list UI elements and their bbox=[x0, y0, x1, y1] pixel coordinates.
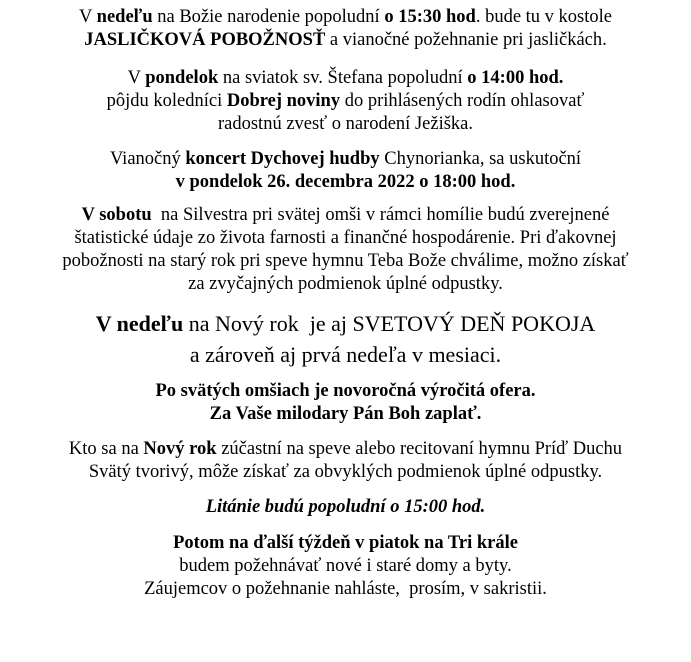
text-run: pôjdu koledníci bbox=[106, 91, 227, 111]
offering-announcement bbox=[0, 380, 691, 426]
text-run: Vianočný bbox=[109, 149, 186, 169]
text-run: Chynorianka, sa uskutoční bbox=[379, 149, 582, 169]
text-run: zúčastní na speve alebo recitovaní hymnu Príď Duchu bbox=[216, 439, 623, 459]
text-run: Kto sa na bbox=[68, 439, 144, 459]
text-run: JASLIČKOVÁ POBOŽNOSŤ bbox=[84, 30, 326, 50]
text-line: za zvyčajných podmienok úplné odpustky. bbox=[188, 274, 503, 294]
text-run: Nový rok bbox=[143, 439, 217, 459]
text-line: Potom na ďalší týždeň v piatok na Tri krále bbox=[173, 533, 518, 553]
litany-announcement bbox=[0, 496, 691, 519]
text-line bbox=[0, 90, 691, 113]
text-line bbox=[0, 308, 691, 339]
text-line: štatistické údaje zo života farnosti a finančné hospodárenie. Pri ďakovnej bbox=[74, 228, 617, 248]
text-run: na Nový rok je aj SVETOVÝ DEŇ POKOJA bbox=[183, 311, 596, 336]
christmas-day-announcement bbox=[0, 6, 691, 52]
text-run: V sobotu bbox=[81, 205, 152, 225]
text-run: o 14:00 hod. bbox=[467, 68, 564, 88]
text-line: Po svätých omšiach je novoročná výročitá ofera. bbox=[155, 381, 536, 401]
text-run: koncert Dychovej hudby bbox=[185, 149, 380, 169]
text-line: Záujemcov o požehnanie nahláste, prosím, v sakristii. bbox=[144, 579, 547, 599]
text-run: do prihlásených rodín ohlasovať bbox=[340, 91, 585, 111]
text-run: a vianočné požehnanie pri jasličkách. bbox=[325, 30, 607, 50]
silvester-announcement bbox=[0, 204, 691, 296]
text-run: nedeľu bbox=[96, 7, 153, 27]
st-stephen-announcement bbox=[0, 67, 691, 136]
text-line bbox=[0, 29, 691, 52]
text-line bbox=[0, 67, 691, 90]
text-line bbox=[0, 6, 691, 29]
text-line: a zároveň aj prvá nedeľa v mesiaci. bbox=[189, 342, 502, 367]
text-run: . bude tu v kostole bbox=[475, 7, 612, 27]
text-run: V bbox=[79, 7, 97, 27]
concert-announcement bbox=[0, 148, 691, 194]
text-run: o 15:30 hod bbox=[384, 7, 476, 27]
text-run: V bbox=[127, 68, 146, 88]
text-run: na Silvestra pri svätej omši v rámci homílie budú zverejnené bbox=[151, 205, 610, 225]
text-line: Za Vaše milodary Pán Boh zaplať. bbox=[209, 404, 482, 424]
text-line: v pondelok 26. decembra 2022 o 18:00 hod. bbox=[175, 172, 516, 192]
text-line bbox=[0, 204, 691, 227]
new-year-announcement bbox=[0, 308, 691, 370]
text-line: radostnú zvesť o narodení Ježiška. bbox=[217, 114, 473, 134]
text-run: V nedeľu bbox=[95, 311, 184, 336]
text-line bbox=[0, 438, 691, 461]
text-run: pondelok bbox=[145, 68, 219, 88]
text-line: Svätý tvorivý, môže získať za obvyklých podmienok úplné odpustky. bbox=[88, 462, 603, 482]
text-line: Litánie budú popoludní o 15:00 hod. bbox=[205, 497, 486, 517]
text-run: Dobrej noviny bbox=[226, 91, 341, 111]
hymn-announcement bbox=[0, 438, 691, 484]
text-run: na sviatok sv. Štefana popoludní bbox=[218, 68, 468, 88]
text-line: budem požehnávať nové i staré domy a byty. bbox=[179, 556, 512, 576]
text-line: pobožnosti na starý rok pri speve hymnu Teba Bože chválime, možno získať bbox=[62, 251, 629, 271]
epiphany-blessing-announcement bbox=[0, 532, 691, 601]
text-run: na Božie narodenie popoludní bbox=[152, 7, 385, 27]
text-line bbox=[0, 148, 691, 171]
